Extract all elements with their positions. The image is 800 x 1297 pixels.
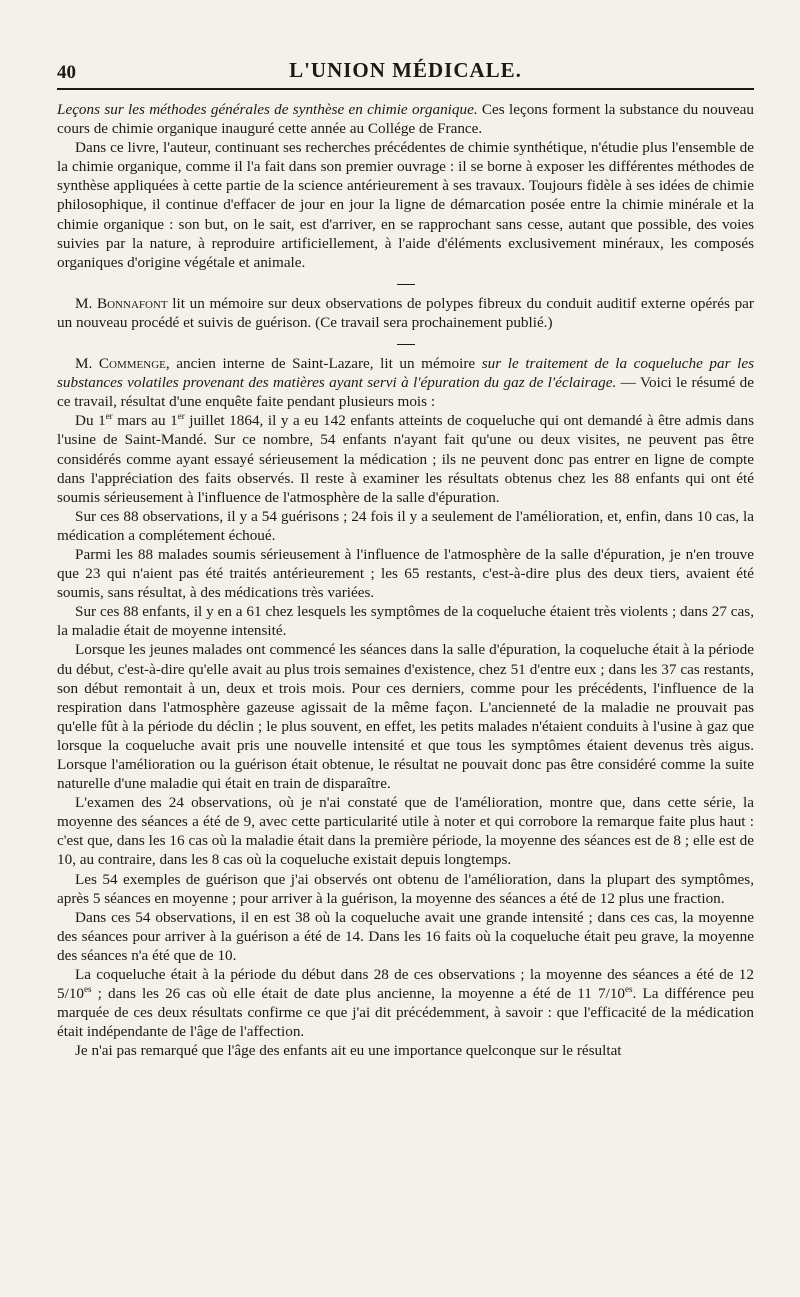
paragraph-statistics: Du 1er mars au 1er juillet 1864, il y a eu 142 enfants atteints de coqueluche qui ont demandé à être admis dans l'usine de Saint-Mandé. Sur ce nombre, 54 enfants n'ayant fait qu'une ou deux visites, ne peuvent pas être considérés comme ayant essayé sérieusement la médication ; ils ne peuvent donc pas entrer en ligne de compte dans l'appréciation des faits observés. Il reste à examiner les résultats obtenus chez les 88 enfants qui ont été soumis sérieusement à l'influence de l'atmosphère de la salle d'épuration. bbox=[57, 411, 755, 506]
paragraph-guerison: Les 54 exemples de guérison que j'ai observés ont obtenu de l'amélioration, dans la plupart des symptômes, après 5 séances en moyenne ; pour arriver à la guérison, la moyenne des séances a été de 12 plus une fraction. bbox=[57, 870, 754, 907]
memoir-title: sur le traitement de la coqueluche par les substances volatiles provenant des matières ayant servi à l'épuration du gaz de l'éclairage. bbox=[57, 355, 754, 392]
page-header bbox=[57, 56, 754, 86]
paragraph-intensite: Dans ces 54 observations, il en est 38 où la coqueluche avait une grande intensité ; dans ces cas, la moyenne des séances pour arriver à la guérison a été de 14. Dans les 16 faits où la coqueluche était peu grave, la moyenne des séances n'a été que de 10. bbox=[57, 908, 754, 964]
paragraph-commenge: M. Commenge, ancien interne de Saint-Lazare, lit un mémoire sur le traitement de la coqueluche par les substances volatiles provenant des matières ayant servi à l'épuration du gaz de l'éclairage. — Voici le résumé de ce travail, résultat d'une enquête faite pendant plusieurs mois : bbox=[57, 355, 754, 411]
paragraph-malades: Parmi les 88 malades soumis sérieusement à l'influence de l'atmosphère de la salle d'épuration, je n'en trouve que 23 qui n'aient pas été traités antérieurement ; les 65 restants, c'est-à-dire plus des deux tiers, avaient été soumis, sans résultat, à des médications très variées. bbox=[57, 545, 754, 602]
running-head: L'UNION MÉDICALE. bbox=[289, 58, 522, 82]
page-number: 40 bbox=[57, 62, 76, 83]
author-name: Commenge bbox=[98, 355, 166, 373]
paragraph-livre: Dans ce livre, l'auteur, continuant ses recherches précédentes de chimie synthétique, n'étudie plus l'ensemble de la chimie organique, comme il l'a fait dans son premier ouvrage : il se borne à exposer les différentes méthodes de synthèse appliquées à cette partie de la science antérieurement à ses travaux. Toujours fidèle à ses idées de chimie philosophique, il continue d'effacer de jour en jour la ligne de démarcation posée entre la chimie minérale et la chimie organique : son but, on le sait, est d'arriver, en se rapprochant sans cesse, autant que possible, des voies suivies par la nature, à reproduire artificiellement, à l'aide d'éléments exclusivement minéraux, les composés organiques d'origine végétale et animale. bbox=[57, 139, 754, 271]
author-name: Bonnafont bbox=[96, 294, 168, 312]
section-divider bbox=[57, 338, 754, 350]
paragraph-seances: Lorsque les jeunes malades ont commencé les séances dans la salle d'épuration, la coqueluche était à la période du début, c'est-à-dire qu'elle avait au plus trois semaines d'existence, chez 51 d'entre eux ; dans les 37 cas restants, son début remontait à un, deux et trois mois. Pour ces derniers, comme pour les précédents, l'influence de la respiration dans l'atmosphère gazeuse agissait de la même façon. L'ancienneté de la maladie ne prouvait pas qu'elle fût à la période du déclin ; le plus souvent, en effet, les petits malades n'étaient conduits à l'usine à gaz que lorsque la coqueluche avait pris une nouvelle intensité et que tous les symptômes étaient devenus très aigus. Lorsque l'amélioration ou la guérison était obtenue, le résultat ne pouvait donc pas être considéré comme la suite naturelle d'une maladie qui était en train de disparaître. bbox=[57, 641, 754, 793]
paragraph-debut: La coqueluche était à la période du début dans 28 de ces observations ; la moyenne des séances a été de 12 $5/10^{es}$ ; dans les 26 cas où elle était de date plus ancienne, la moyenne a été de 11 $7/10^{es}$. La différence peu marquée de ces deux résultats confirme ce que j'ai dit précédemment, à savoir : que l'efficacité de la médication était indépendante de l'âge de l'affection. bbox=[57, 966, 755, 1041]
paragraph-age: Je n'ai pas remarqué que l'âge des enfants ait eu une importance quelconque sur le résultat bbox=[75, 1042, 622, 1060]
paragraph-lecons: Leçons sur les méthodes générales de synthèse en chimie organique. Ces leçons forment la substance du nouveau cours de chimie organique inauguré cette année au Collége de France. bbox=[57, 101, 754, 138]
paragraph-examen: L'examen des 24 observations, où je n'ai constaté que de l'amélioration, montre que, dans cette série, la moyenne des séances a été de 9, avec cette particularité utile à noter et qui corrobore la remarque faite plus haut : c'est que, dans les 16 cas où la maladie était dans la première période, la moyenne des séances est de 8 ; elle est de 10, au contraire, dans les 8 cas où la coqueluche existait depuis longtemps. bbox=[57, 794, 754, 869]
article-body bbox=[57, 100, 754, 1061]
paragraph-observations: Sur ces 88 observations, il y a 54 guérisons ; 24 fois il y a seulement de l'amélioration, et, enfin, dans 10 cas, la médication a complétement échoué. bbox=[57, 507, 754, 544]
section-divider bbox=[57, 278, 754, 290]
book-title: Leçons sur les méthodes générales de synthèse en chimie organique. bbox=[57, 101, 478, 118]
paragraph-enfants: Sur ces 88 enfants, il y en a 61 chez lesquels les symptômes de la coqueluche étaient très violents ; dans 27 cas, la maladie était de moyenne intensité. bbox=[57, 603, 754, 640]
paragraph-bonnafont: M. Bonnafont lit un mémoire sur deux observations de polypes fibreux du conduit auditif externe opérés par un nouveau procédé et suivis de guérison. (Ce travail sera prochainement publié.) bbox=[57, 294, 754, 331]
header-rule bbox=[57, 88, 754, 90]
